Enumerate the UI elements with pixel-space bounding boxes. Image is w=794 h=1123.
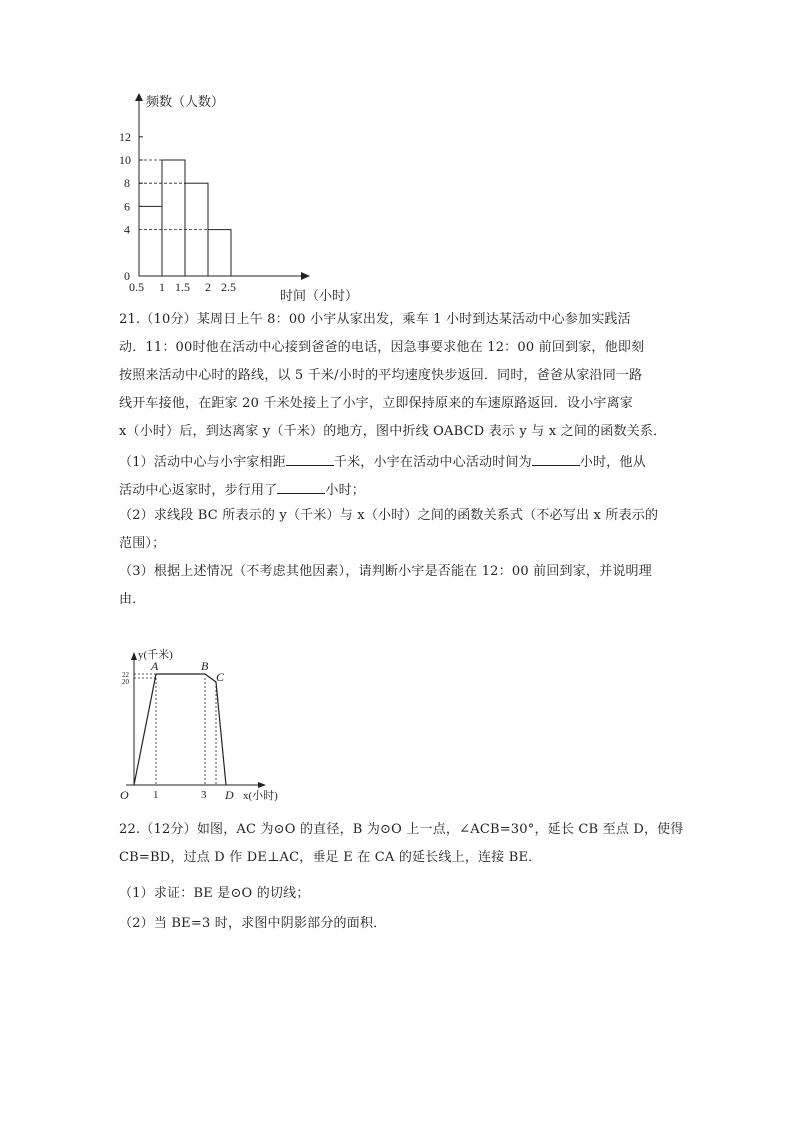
graph-y-label: y(千米)	[138, 649, 173, 661]
q21-line-4: 线开车接他，在距家 20 千米处接上了小宇，立即保持原来的车速原路返回．设小宇离家	[119, 396, 634, 411]
histogram-chart	[100, 85, 380, 307]
x-tick-label: 1.5	[175, 280, 190, 294]
y-tick-label: 6	[124, 199, 130, 214]
q21-p1-text-e: 小时；	[325, 483, 366, 498]
q22-part-1: （1）求证：BE 是⊙O 的切线；	[119, 886, 310, 901]
q21-part-3: （3）根据上述情况（不考虑其他因素），请判断小宇是否能在 12：00 前回到家，并说明理	[119, 564, 652, 579]
y-tick-label: 10	[119, 153, 131, 167]
y-tick-label: 4	[124, 222, 130, 237]
q21-part-2: （2）求线段 BC 所表示的 y（千米）与 x（小时）之间的函数关系式（不必写出 x 所表示的	[119, 508, 659, 523]
y-axis-label: 频数（人数）	[146, 94, 225, 109]
q21-part-1	[119, 452, 646, 471]
point-c-label: C	[216, 670, 225, 684]
origin-label: O	[120, 788, 129, 802]
polyline-oabcd	[134, 674, 226, 785]
histogram-bar	[162, 160, 185, 276]
x-axis-arrow	[301, 272, 310, 280]
y-tick-label: 8	[124, 176, 130, 191]
x-tick-label: 0.5	[129, 280, 144, 294]
q21-line-5: x（小时）后，到达离家 y（千米）的地方，图中折线 OABCD 表示 y 与 x 之间的函数关系．	[119, 424, 667, 439]
q21-line-1: 21.（10分）某周日上午 8：00 小宇从家出发，乘车 1 小时到达某活动中心参加实践活	[119, 312, 631, 327]
q22-line-1: 22.（12分）如图，AC 为⊙O 的直径，B 为⊙O 上一点，∠ACB=30°，延长 CB 至点 D，使得	[119, 822, 684, 837]
q21-p1-text-a: （1）活动中心与小宇家相距	[119, 455, 286, 470]
x-tick-label: 2	[205, 280, 211, 294]
q21-part-1-cont	[119, 480, 365, 499]
histogram-bar	[208, 230, 231, 276]
q21-part-2-cont: 范围）；	[119, 536, 166, 551]
tick-y20: 20	[122, 678, 129, 686]
point-d-label: D	[225, 788, 234, 802]
graph-y-arrow	[131, 652, 137, 660]
tick-x3: 3	[201, 789, 207, 801]
y-axis-arrow	[135, 93, 143, 101]
q21-p1-text-c: 小时，他从	[579, 455, 646, 470]
q21-line-2: 动．11：00时他在活动中心接到爸爸的电话，因急事要求他在 12：00 前回到家，他即刻	[119, 340, 645, 355]
q22-part-2: （2）当 BE=3 时，求图中阴影部分的面积．	[119, 916, 387, 931]
y-tick-label: 12	[119, 129, 131, 144]
q21-line-3: 按照来活动中心时的路线，以 5 千米/小时的平均速度快步返回．同时，爸爸从家沿同一路	[119, 368, 643, 383]
function-graph	[112, 644, 302, 809]
q21-p1-text-b: 千米，小宇在活动中心活动时间为	[333, 455, 532, 470]
answer-blank-activity-time[interactable]	[532, 452, 580, 466]
q22-line-2: CB=BD，过点 D 作 DE⊥AC，垂足 E 在 CA 的延长线上，连接 BE．	[119, 850, 542, 865]
q21-part-3-cont: 由．	[119, 592, 146, 607]
x-axis-label: 时间（小时）	[280, 288, 359, 303]
x-tick-label: 2.5	[221, 280, 236, 294]
histogram-bar	[139, 206, 162, 276]
graph-x-arrow	[258, 782, 266, 788]
y-tick-label: 0	[124, 269, 130, 283]
x-tick-label: 1	[159, 280, 165, 294]
answer-blank-walk-time[interactable]	[277, 480, 325, 494]
tick-y22: 22	[122, 671, 129, 679]
answer-blank-distance[interactable]	[286, 452, 334, 466]
q21-p1-text-d: 活动中心返家时，步行用了	[119, 483, 278, 498]
tick-x1: 1	[153, 789, 159, 801]
graph-x-label: x(小时)	[243, 790, 278, 802]
point-b-label: B	[201, 659, 209, 673]
point-a-label: A	[151, 659, 159, 673]
